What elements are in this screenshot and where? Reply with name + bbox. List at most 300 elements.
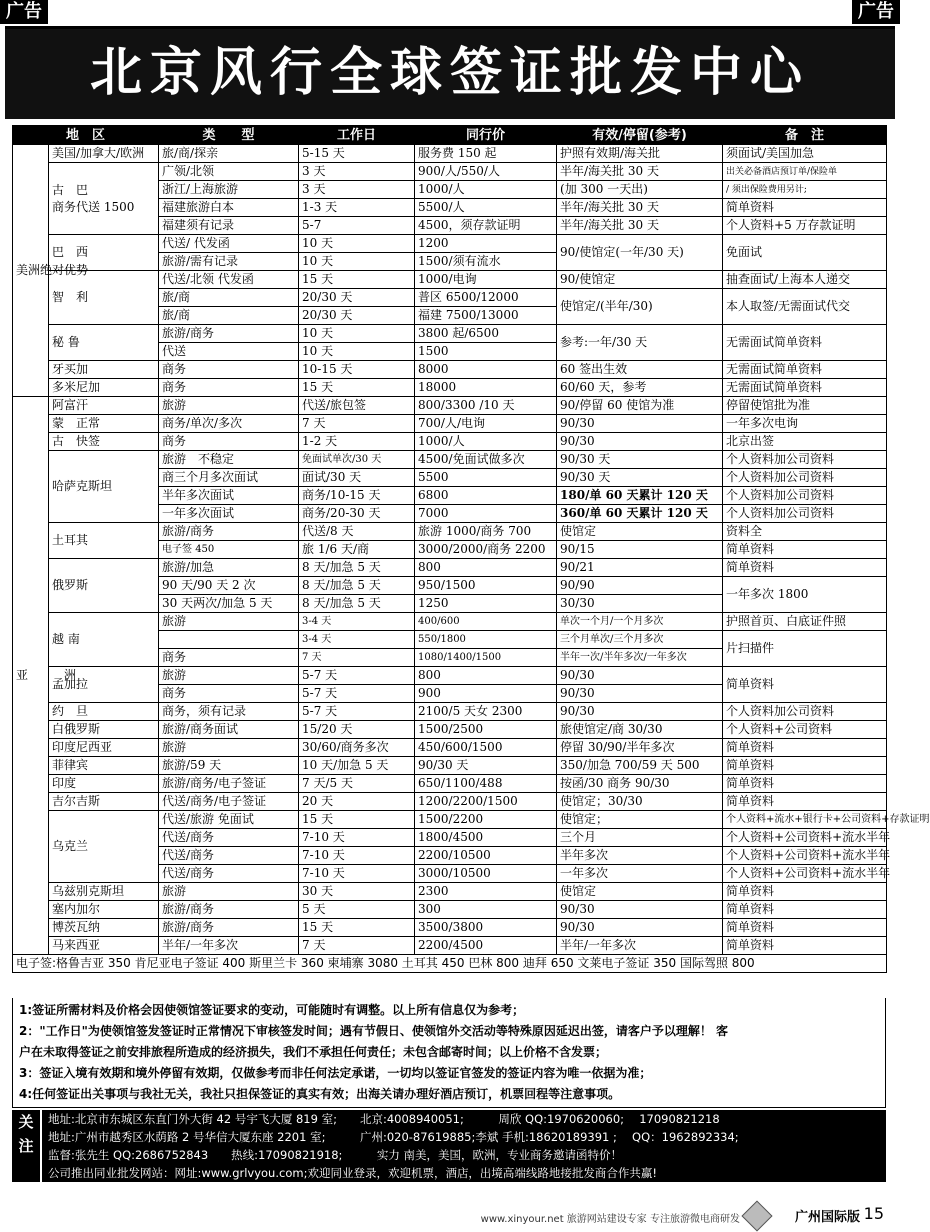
workdays-cell: 15 天	[299, 919, 415, 937]
notes-cell: 一年多次 1800	[723, 577, 887, 613]
price-cell: 18000	[415, 379, 557, 397]
notes-cell: 个人资料+流水+银行卡+公司资料+存款证明	[723, 811, 887, 829]
type-cell: 广领/北领	[159, 163, 299, 181]
country-name: 美国/加拿大/欧洲	[52, 146, 145, 160]
type-cell: 代送/商务/电子签证	[159, 793, 299, 811]
region-label: 亚 洲	[13, 397, 49, 955]
type-cell: 旅游/需有记录	[159, 253, 299, 271]
country-name: 古 快签	[52, 434, 101, 448]
type-cell: 旅游/商务	[159, 523, 299, 541]
table-row	[13, 397, 887, 415]
workdays-cell: 7 天	[299, 415, 415, 433]
price-cell: 900	[415, 685, 557, 703]
price-cell: 1200/2200/1500	[415, 793, 557, 811]
notes-cell: 个人资料+公司资料	[723, 721, 887, 739]
contact-line: 地址:北京市东城区东直门外大街 42 号宇飞大厦 819 室; 北京:4008940051; 周欣 QQ:1970620060; 17090821218	[48, 1112, 720, 1126]
price-cell: 1080/1400/1500	[415, 649, 557, 667]
notes-cell: 片扫描件	[723, 631, 887, 667]
validity-cell: 护照有效期/海关批	[557, 145, 723, 163]
workdays-cell: 5-7 天	[299, 667, 415, 685]
table-row	[13, 271, 887, 289]
price-cell: 1800/4500	[415, 829, 557, 847]
table-row	[13, 613, 887, 631]
diamond-logo-icon	[741, 1200, 772, 1231]
type-cell: 半年多次面试	[159, 487, 299, 505]
notes-cell: 本人取签/无需面试代交	[723, 289, 887, 325]
table-row	[13, 163, 887, 181]
table-row	[13, 433, 887, 451]
table-row	[13, 703, 887, 721]
notes-cell: 简单资料	[723, 775, 887, 793]
table-row	[13, 811, 887, 829]
evisa-section	[13, 955, 887, 973]
col-header-notes: 备 注	[723, 126, 887, 145]
notes-cell: 简单资料	[723, 739, 887, 757]
country-cell	[49, 361, 159, 379]
country-cell	[49, 325, 159, 361]
price-cell: 800/3300 /10 天	[415, 397, 557, 415]
type-cell: 旅游 不稳定	[159, 451, 299, 469]
country-cell	[49, 775, 159, 793]
notes-cell: 个人资料加公司资料	[723, 703, 887, 721]
country-cell	[49, 451, 159, 523]
workdays-cell: 旅 1/6 天/商	[299, 541, 415, 559]
table-row	[13, 739, 887, 757]
workdays-cell: 10 天/加急 5 天	[299, 757, 415, 775]
validity-cell: 90/21	[557, 559, 723, 577]
type-cell: 旅游	[159, 613, 299, 631]
evisa-row	[13, 955, 887, 973]
page-title: 北京风行全球签证批发中心	[89, 43, 810, 103]
price-cell: 1500/须有流水	[415, 253, 557, 271]
validity-cell: 单次一个月/一个月多次	[557, 613, 723, 631]
type-cell: 商务	[159, 433, 299, 451]
validity-cell: 180/单 60 天累计 120 天	[557, 487, 723, 505]
country-cell	[49, 397, 159, 415]
workdays-cell: 5-7	[299, 217, 415, 235]
country-name: 乌兹别克斯坦	[52, 884, 125, 898]
validity-cell: 90/30 天	[557, 469, 723, 487]
type-cell: 代送	[159, 343, 299, 361]
workdays-cell: 商务/20-30 天	[299, 505, 415, 523]
type-cell: 半年/一年多次	[159, 937, 299, 955]
workdays-cell: 代送/8 天	[299, 523, 415, 541]
notes-cell: 简单资料	[723, 199, 887, 217]
type-cell: 商务/单次/多次	[159, 415, 299, 433]
country-cell	[49, 379, 159, 397]
validity-cell: 使馆定	[557, 883, 723, 901]
country-cell	[49, 523, 159, 559]
validity-cell: 半年/海关批 30 天	[557, 217, 723, 235]
price-cell: 6800	[415, 487, 557, 505]
country-name: 约 旦	[52, 704, 89, 718]
notes-cell: 简单资料	[723, 793, 887, 811]
workdays-cell: 3-4 天	[299, 631, 415, 649]
type-cell: 90 天/90 天 2 次	[159, 577, 299, 595]
table-row	[13, 775, 887, 793]
validity-cell: 使馆定；	[557, 811, 723, 829]
validity-cell: 三个月单次/三个月多次	[557, 631, 723, 649]
type-cell: 旅游	[159, 739, 299, 757]
notes-cell: / 须出保险费用另计;	[723, 181, 887, 199]
notes-cell: 停留使馆批为准	[723, 397, 887, 415]
price-cell: 1500/2500	[415, 721, 557, 739]
country-cell	[49, 757, 159, 775]
validity-cell: 90/30	[557, 919, 723, 937]
price-cell: 900/人/550/人	[415, 163, 557, 181]
type-cell: 旅/商	[159, 307, 299, 325]
price-cell: 3800 起/6500	[415, 325, 557, 343]
workdays-cell: 5-7 天	[299, 685, 415, 703]
table-row	[13, 793, 887, 811]
notes-cell: 个人资料+公司资料+流水半年	[723, 865, 887, 883]
note-line: 3：签证入境有效期和境外停留有效期，仅做参考而非任何法定承诺，一切均以签证官签发的签证内容为唯一依据为准；	[19, 1066, 652, 1080]
contact-lines	[48, 1110, 882, 1182]
price-cell: 4500，须存款证明	[415, 217, 557, 235]
type-cell: 旅游	[159, 883, 299, 901]
type-cell: 商务	[159, 361, 299, 379]
workdays-cell: 20/30 天	[299, 307, 415, 325]
validity-cell: 90/15	[557, 541, 723, 559]
table-row	[13, 379, 887, 397]
country-cell	[49, 811, 159, 883]
table-row	[13, 325, 887, 343]
col-header-type: 类 型	[159, 126, 299, 145]
validity-cell: 按函/30 商务 90/30	[557, 775, 723, 793]
workdays-cell: 免面试单次/30 天	[299, 451, 415, 469]
country-name: 土耳其	[52, 533, 89, 547]
type-cell: 浙江/上海旅游	[159, 181, 299, 199]
price-cell: 650/1100/488	[415, 775, 557, 793]
notes-cell: 简单资料	[723, 667, 887, 703]
table-row	[13, 721, 887, 739]
workdays-cell: 10 天	[299, 235, 415, 253]
validity-cell: 三个月	[557, 829, 723, 847]
validity-cell: 90/30	[557, 433, 723, 451]
type-cell: 代送/ 代发函	[159, 235, 299, 253]
note-line: 4:任何签证出关事项与我社无关，我社只担保签证的真实有效；出海关请办理好酒店预订，机票回程等注意事项。	[19, 1087, 621, 1101]
price-cell: 1000/人	[415, 433, 557, 451]
country-name: 智 利	[52, 290, 89, 304]
notes-cell: 简单资料	[723, 901, 887, 919]
country-name: 印度	[52, 776, 77, 790]
price-cell: 4500/免面试做多次	[415, 451, 557, 469]
price-cell: 2300	[415, 883, 557, 901]
table-row	[13, 523, 887, 541]
validity-cell: 半年/一年多次	[557, 937, 723, 955]
visa-price-table	[12, 125, 930, 973]
type-cell: 旅游	[159, 667, 299, 685]
country-name: 巴 西	[52, 245, 89, 259]
contact-line: 监督:张先生 QQ:2686752843 热线:17090821918; 实力 南美，美国，欧洲，专业商务邀请函特价！	[48, 1148, 623, 1162]
country-name: 孟加拉	[52, 677, 89, 691]
country-cell	[49, 559, 159, 613]
notes-cell: 无需面试简单资料	[723, 361, 887, 379]
country-name: 印度尼西亚	[52, 740, 113, 754]
notes-cell: 无需面试简单资料	[723, 325, 887, 361]
notes-cell: 抽查面试/上海本人递交	[723, 271, 887, 289]
price-cell: 1200	[415, 235, 557, 253]
type-cell: 旅游/商务面试	[159, 721, 299, 739]
validity-cell: 使馆定	[557, 523, 723, 541]
price-cell: 400/600	[415, 613, 557, 631]
validity-cell: 90/使馆定	[557, 271, 723, 289]
price-cell: 90/30 天	[415, 757, 557, 775]
workdays-cell: 20 天	[299, 793, 415, 811]
type-cell: 旅游/加急	[159, 559, 299, 577]
validity-cell: 停留 30/90/半年多次	[557, 739, 723, 757]
footer-site: www.xinyour.net 旅游网站建设专家 专注旅游微电商研发	[480, 1214, 740, 1225]
workdays-cell: 1-2 天	[299, 433, 415, 451]
notes-cell: 护照首页、白底证件照	[723, 613, 887, 631]
country-cell	[49, 433, 159, 451]
validity-cell: (加 300 一天出)	[557, 181, 723, 199]
notes-cell: 简单资料	[723, 559, 887, 577]
country-name: 秘 鲁	[52, 335, 80, 349]
notes-cell: 简单资料	[723, 883, 887, 901]
type-cell: 电子签 450	[159, 541, 299, 559]
notes-cell: 免面试	[723, 235, 887, 271]
country-cell	[49, 883, 159, 901]
table-row	[13, 451, 887, 469]
col-header-price: 同行价	[415, 126, 557, 145]
validity-cell: 半年一次/半年多次/一年多次	[557, 649, 723, 667]
validity-cell: 使馆定/(半年/30)	[557, 289, 723, 325]
type-cell: 一年多次面试	[159, 505, 299, 523]
country-cell	[49, 937, 159, 955]
workdays-cell: 15 天	[299, 811, 415, 829]
notes-cell: 个人资料+5 万存款证明	[723, 217, 887, 235]
contact-side-label: 关注	[12, 1110, 42, 1182]
type-cell: 旅游	[159, 397, 299, 415]
notes-block	[12, 998, 886, 1108]
validity-cell: 一年多次	[557, 865, 723, 883]
type-cell: 旅游/59 天	[159, 757, 299, 775]
price-cell: 1000/电询	[415, 271, 557, 289]
country-name: 博茨瓦纳	[52, 920, 101, 934]
country-name: 俄罗斯	[52, 578, 89, 592]
validity-cell: 90/30	[557, 685, 723, 703]
page-number: 15	[863, 1204, 884, 1223]
workdays-cell: 15 天	[299, 271, 415, 289]
table-row	[13, 235, 887, 253]
country-name: 多米尼加	[52, 380, 101, 394]
validity-cell: 90/30	[557, 703, 723, 721]
country-name: 哈萨克斯坦	[52, 479, 113, 493]
validity-cell: 半年多次	[557, 847, 723, 865]
country-cell	[49, 739, 159, 757]
notes-cell: 个人资料加公司资料	[723, 469, 887, 487]
notes-cell: 个人资料+公司资料+流水半年	[723, 829, 887, 847]
workdays-cell: 7 天	[299, 937, 415, 955]
price-cell: 550/1800	[415, 631, 557, 649]
type-cell: 代送/旅游 免面试	[159, 811, 299, 829]
workdays-cell: 7-10 天	[299, 847, 415, 865]
type-cell: 旅游/商务/电子签证	[159, 775, 299, 793]
notes-cell: 个人资料+公司资料+流水半年	[723, 847, 887, 865]
validity-cell: 使馆定；30/30	[557, 793, 723, 811]
validity-cell: 30/30	[557, 595, 723, 613]
type-cell: 商务	[159, 379, 299, 397]
contact-line: 地址:广州市越秀区水荫路 2 号华信大厦东座 2201 室; 广州:020-87619885;李斌 手机:18620189391 ; QQ：1962892334;	[48, 1130, 739, 1144]
validity-cell: 90/使馆定(一年/30 天)	[557, 235, 723, 271]
notes-cell: 个人资料加公司资料	[723, 487, 887, 505]
type-cell: 旅游/商务	[159, 325, 299, 343]
workdays-cell: 10 天	[299, 253, 415, 271]
country-cell	[49, 901, 159, 919]
table-row	[13, 559, 887, 577]
type-cell	[159, 631, 299, 649]
region-label: 美洲绝对优势	[13, 145, 49, 397]
notes-cell: 资料全	[723, 523, 887, 541]
notes-cell: 简单资料	[723, 757, 887, 775]
country-cell	[49, 793, 159, 811]
workdays-cell: 商务/10-15 天	[299, 487, 415, 505]
price-cell: 福建 7500/13000	[415, 307, 557, 325]
table-row	[13, 919, 887, 937]
type-cell: 旅/商	[159, 289, 299, 307]
price-cell: 服务费 150 起	[415, 145, 557, 163]
workdays-cell: 5 天	[299, 901, 415, 919]
note-line: 2："工作日"为使领馆签发签证时正常情况下审核签发时间；遇有节假日、使领馆外交活动等特殊原因延迟出签，请客户予以理解！ 客	[19, 1024, 729, 1038]
type-cell: 代送/商务	[159, 847, 299, 865]
price-cell: 8000	[415, 361, 557, 379]
notes-cell: 无需面试简单资料	[723, 379, 887, 397]
notes-cell: 简单资料	[723, 541, 887, 559]
price-cell: 普区 6500/12000	[415, 289, 557, 307]
price-cell: 1500/2200	[415, 811, 557, 829]
country-cell	[49, 613, 159, 667]
visa-table-body	[13, 126, 930, 955]
notes-cell: 须面试/美国加急	[723, 145, 887, 163]
workdays-cell: 20/30 天	[299, 289, 415, 307]
price-cell: 1250	[415, 595, 557, 613]
type-cell: 旅/商/探亲	[159, 145, 299, 163]
country-cell	[49, 703, 159, 721]
workdays-cell: 面试/30 天	[299, 469, 415, 487]
table-row	[13, 667, 887, 685]
note-line: 1:签证所需材料及价格会因使领馆签证要求的变动，可能随时有调整。以上所有信息仅为参考；	[19, 1003, 525, 1017]
workdays-cell: 30/60/商务多次	[299, 739, 415, 757]
page-footer	[0, 1200, 900, 1230]
workdays-cell: 7-10 天	[299, 829, 415, 847]
contact-line: 公司推出同业批发网站：网址:www.grlvyou.com;欢迎同业登录，欢迎机票，酒店，出境高端线路地接批发商合作共赢!	[48, 1166, 658, 1180]
col-header-region: 地 区	[13, 126, 159, 145]
table-row	[13, 145, 887, 163]
evisa-line: 电子签:格鲁吉亚 350 肯尼亚电子签证 400 斯里兰卡 360 柬埔寨 3080 土耳其 450 巴林 800 迪拜 650 文莱电子签证 350 国际驾照 800	[13, 955, 887, 973]
col-header-workdays: 工作日	[299, 126, 415, 145]
country-name: 越 南	[52, 632, 80, 646]
price-cell: 300	[415, 901, 557, 919]
country-name: 古 巴	[52, 182, 89, 197]
notes-cell: 个人资料加公司资料	[723, 451, 887, 469]
workdays-cell: 3 天	[299, 181, 415, 199]
ad-tag-right: 广告	[852, 0, 900, 24]
validity-cell: 350/加急 700/59 天 500	[557, 757, 723, 775]
price-cell: 800	[415, 667, 557, 685]
workdays-cell: 15/20 天	[299, 721, 415, 739]
table-row	[13, 937, 887, 955]
note-line: 户在未取得签证之前安排旅程所造成的经济损失，我们不承担任何责任；未包含邮寄时间；以上价格不含发票；	[19, 1045, 608, 1059]
type-cell: 旅游/商务	[159, 901, 299, 919]
country-name: 马来西亚	[52, 938, 101, 952]
price-cell: 3000/10500	[415, 865, 557, 883]
validity-cell: 参考:一年/30 天	[557, 325, 723, 361]
type-cell: 商务	[159, 685, 299, 703]
type-cell: 代送/商务	[159, 865, 299, 883]
validity-cell: 60/60 天，参考	[557, 379, 723, 397]
workdays-cell: 7-10 天	[299, 865, 415, 883]
table-row	[13, 883, 887, 901]
validity-cell: 90/30	[557, 667, 723, 685]
country-cell	[49, 163, 159, 235]
workdays-cell: 7 天/5 天	[299, 775, 415, 793]
table-header	[13, 126, 887, 145]
col-header-validity: 有效/停留(参考)	[557, 126, 723, 145]
country-subnote: 商务代送 1500	[52, 199, 135, 214]
country-cell	[49, 145, 159, 163]
country-name: 白俄罗斯	[52, 722, 101, 736]
workdays-cell: 15 天	[299, 379, 415, 397]
country-name: 吉尔吉斯	[52, 794, 101, 808]
price-cell: 5500	[415, 469, 557, 487]
notes-cell: 简单资料	[723, 919, 887, 937]
title-banner	[5, 26, 895, 119]
type-cell: 商三个月多次面试	[159, 469, 299, 487]
workdays-cell: 3 天	[299, 163, 415, 181]
validity-cell: 360/单 60 天累计 120 天	[557, 505, 723, 523]
price-cell: 1500	[415, 343, 557, 361]
price-cell: 5500/人	[415, 199, 557, 217]
type-cell: 福建旅游白本	[159, 199, 299, 217]
notes-cell: 北京出签	[723, 433, 887, 451]
workdays-cell: 1-3 天	[299, 199, 415, 217]
validity-cell: 90/30 天	[557, 451, 723, 469]
type-cell: 商务，须有记录	[159, 703, 299, 721]
country-name: 菲律宾	[52, 758, 89, 772]
type-cell: 商务	[159, 649, 299, 667]
notes-cell: 一年多次电询	[723, 415, 887, 433]
country-cell	[49, 415, 159, 433]
workdays-cell: 8 天/加急 5 天	[299, 559, 415, 577]
validity-cell: 90/30	[557, 415, 723, 433]
notes-cell: 简单资料	[723, 937, 887, 955]
price-cell: 2100/5 天女 2300	[415, 703, 557, 721]
validity-cell: 90/停留 60 使馆为准	[557, 397, 723, 415]
workdays-cell: 10 天	[299, 343, 415, 361]
workdays-cell: 8 天/加急 5 天	[299, 577, 415, 595]
country-cell	[49, 721, 159, 739]
price-cell: 450/600/1500	[415, 739, 557, 757]
validity-cell: 60 签出生效	[557, 361, 723, 379]
type-cell: 30 天两次/加急 5 天	[159, 595, 299, 613]
contact-block	[12, 1110, 886, 1182]
price-cell: 2200/10500	[415, 847, 557, 865]
workdays-cell: 5-15 天	[299, 145, 415, 163]
price-cell: 旅游 1000/商务 700	[415, 523, 557, 541]
country-name: 牙买加	[52, 362, 89, 376]
workdays-cell: 30 天	[299, 883, 415, 901]
notes-cell: 个人资料加公司资料	[723, 505, 887, 523]
country-name: 乌克兰	[52, 839, 89, 853]
table-row	[13, 415, 887, 433]
country-cell	[49, 271, 159, 325]
type-cell: 代送/商务	[159, 829, 299, 847]
workdays-cell: 5-7 天	[299, 703, 415, 721]
price-cell: 3500/3800	[415, 919, 557, 937]
price-cell: 700/人/电询	[415, 415, 557, 433]
price-cell: 7000	[415, 505, 557, 523]
